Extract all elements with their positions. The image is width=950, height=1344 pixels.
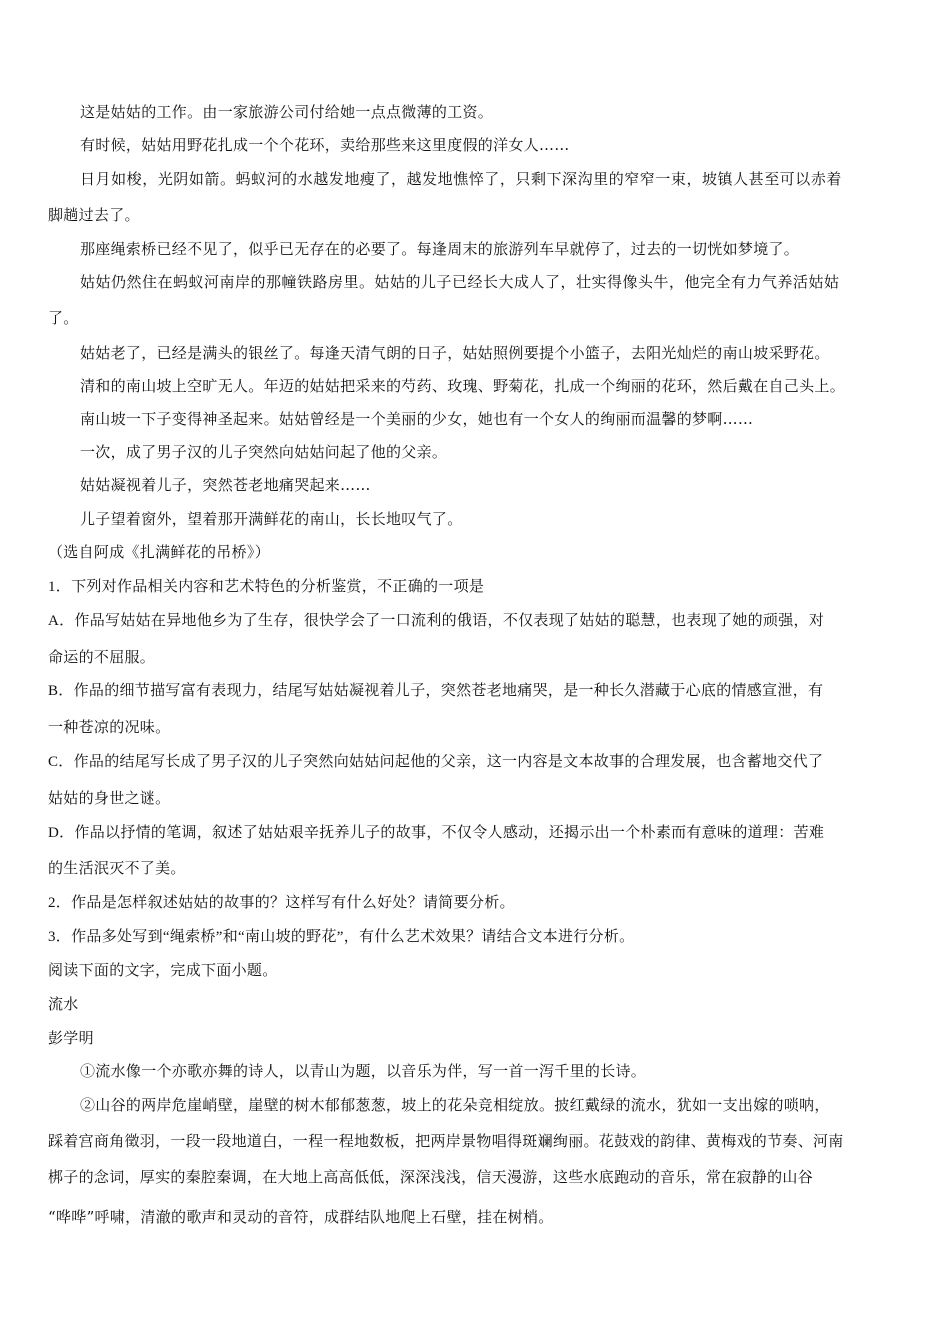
story-paragraph: 这是姑姑的工作。由一家旅游公司付给她一点点微薄的工资。 (80, 103, 494, 121)
question-2: 2．作品是怎样叙述姑姑的故事的？这样写有什么好处？请简要分析。 (48, 895, 515, 911)
option-b: B．作品的细节描写富有表现力，结尾写姑姑凝视着儿子，突然苍老地痛哭，是一种长久潜藏于心底的情感宣泄，有 (48, 683, 824, 699)
passage-paragraph: ①流水像一个亦歌亦舞的诗人，以青山为题，以音乐为伴，写一首一泻千里的长诗。 (80, 1062, 647, 1080)
story-paragraph-continuation: 脚趟过去了。 (48, 206, 140, 224)
story-paragraph: 儿子望着窗外，望着那开满鲜花的南山，长长地叹气了。 (80, 510, 463, 528)
reading-instruction: 阅读下面的文字，完成下面小题。 (48, 963, 278, 979)
passage-author: 彭学明 (48, 1031, 94, 1047)
story-paragraph: 姑姑凝视着儿子，突然苍老地痛哭起来…… (80, 476, 371, 494)
story-paragraph: 清和的南山坡上空旷无人。年迈的姑姑把采来的芍药、玫瑰、野菊花，扎成一个绚丽的花环，然后戴在自己头上。 (80, 377, 846, 395)
story-paragraph: 有时候，姑姑用野花扎成一个个花环，卖给那些来这里度假的洋女人…… (80, 136, 570, 154)
option-a: A．作品写姑姑在异地他乡为了生存，很快学会了一口流利的俄语，不仅表现了姑姑的聪慧，也表现了她的顽强，对 (48, 613, 825, 629)
passage-title: 流水 (48, 997, 79, 1013)
option-d: D．作品以抒情的笔调，叙述了姑姑艰辛抚养儿子的故事，不仅令人感动，还揭示出一个朴素而有意味的道理：苦难 (48, 825, 825, 841)
passage-paragraph-continuation: “哗哗”呼啸，清澈的歌声和灵动的音符，成群结队地爬上石壁，挂在树梢。 (48, 1208, 554, 1226)
story-paragraph: 那座绳索桥已经不见了，似乎已无存在的必要了。每逢周末的旅游列车早就停了，过去的一切恍如梦境了。 (80, 240, 800, 258)
option-b-continuation: 一种苍凉的况味。 (48, 720, 171, 736)
passage-paragraph: ②山谷的两岸危崖峭壁，崖壁的树木郁郁葱葱，坡上的花朵竞相绽放。披红戴绿的流水，犹如一支出嫁的唢呐， (80, 1096, 830, 1114)
story-paragraph: 南山坡一下子变得神圣起来。姑姑曾经是一个美丽的少女，她也有一个女人的绚丽而温馨的梦啊…… (80, 410, 754, 428)
story-paragraph: 一次，成了男子汉的儿子突然向姑姑问起了他的父亲。 (80, 443, 448, 461)
option-c-continuation: 姑姑的身世之谜。 (48, 791, 171, 807)
question-1: 1．下列对作品相关内容和艺术特色的分析鉴赏，不正确的一项是 (48, 579, 485, 595)
story-paragraph: 日月如梭，光阴如箭。蚂蚁河的水越发地瘦了，越发地憔悴了，只剩下深沟里的窄窄一束，坡镇人甚至可以赤着 (80, 170, 842, 188)
question-3: 3．作品多处写到“绳索桥”和“南山坡的野花”，有什么艺术效果？请结合文本进行分析。 (48, 929, 635, 945)
option-c: C．作品的结尾写长成了男子汉的儿子突然向姑姑问起他的父亲，这一内容是文本故事的合理发展，也含蓄地交代了 (48, 754, 824, 770)
option-a-continuation: 命运的不屈服。 (48, 650, 156, 666)
option-d-continuation: 的生活泯灭不了美。 (48, 861, 186, 877)
story-paragraph: 姑姑仍然住在蚂蚁河南岸的那幢铁路房里。姑姑的儿子已经长大成人了，壮实得像头牛，他完全有力气养活姑姑 (80, 273, 840, 291)
story-paragraph: 姑姑老了，已经是满头的银丝了。每逢天清气朗的日子，姑姑照例要提个小篮子，去阳光灿烂的南山坡采野花。 (80, 344, 830, 362)
passage-paragraph-continuation: 梆子的念词，厚实的秦腔秦调，在大地上高高低低，深深浅浅，信天漫游，这些水底跑动的音乐，常在寂静的山谷 (48, 1168, 814, 1186)
source-note: （选自阿成《扎满鲜花的吊桥》） (48, 545, 271, 561)
passage-paragraph-continuation: 踩着宫商角徵羽，一段一段地道白，一程一程地数板，把两岸景物唱得斑斓绚丽。花鼓戏的韵律、黄梅戏的节奏、河南 (48, 1132, 844, 1150)
story-paragraph-continuation: 了。 (48, 309, 79, 327)
